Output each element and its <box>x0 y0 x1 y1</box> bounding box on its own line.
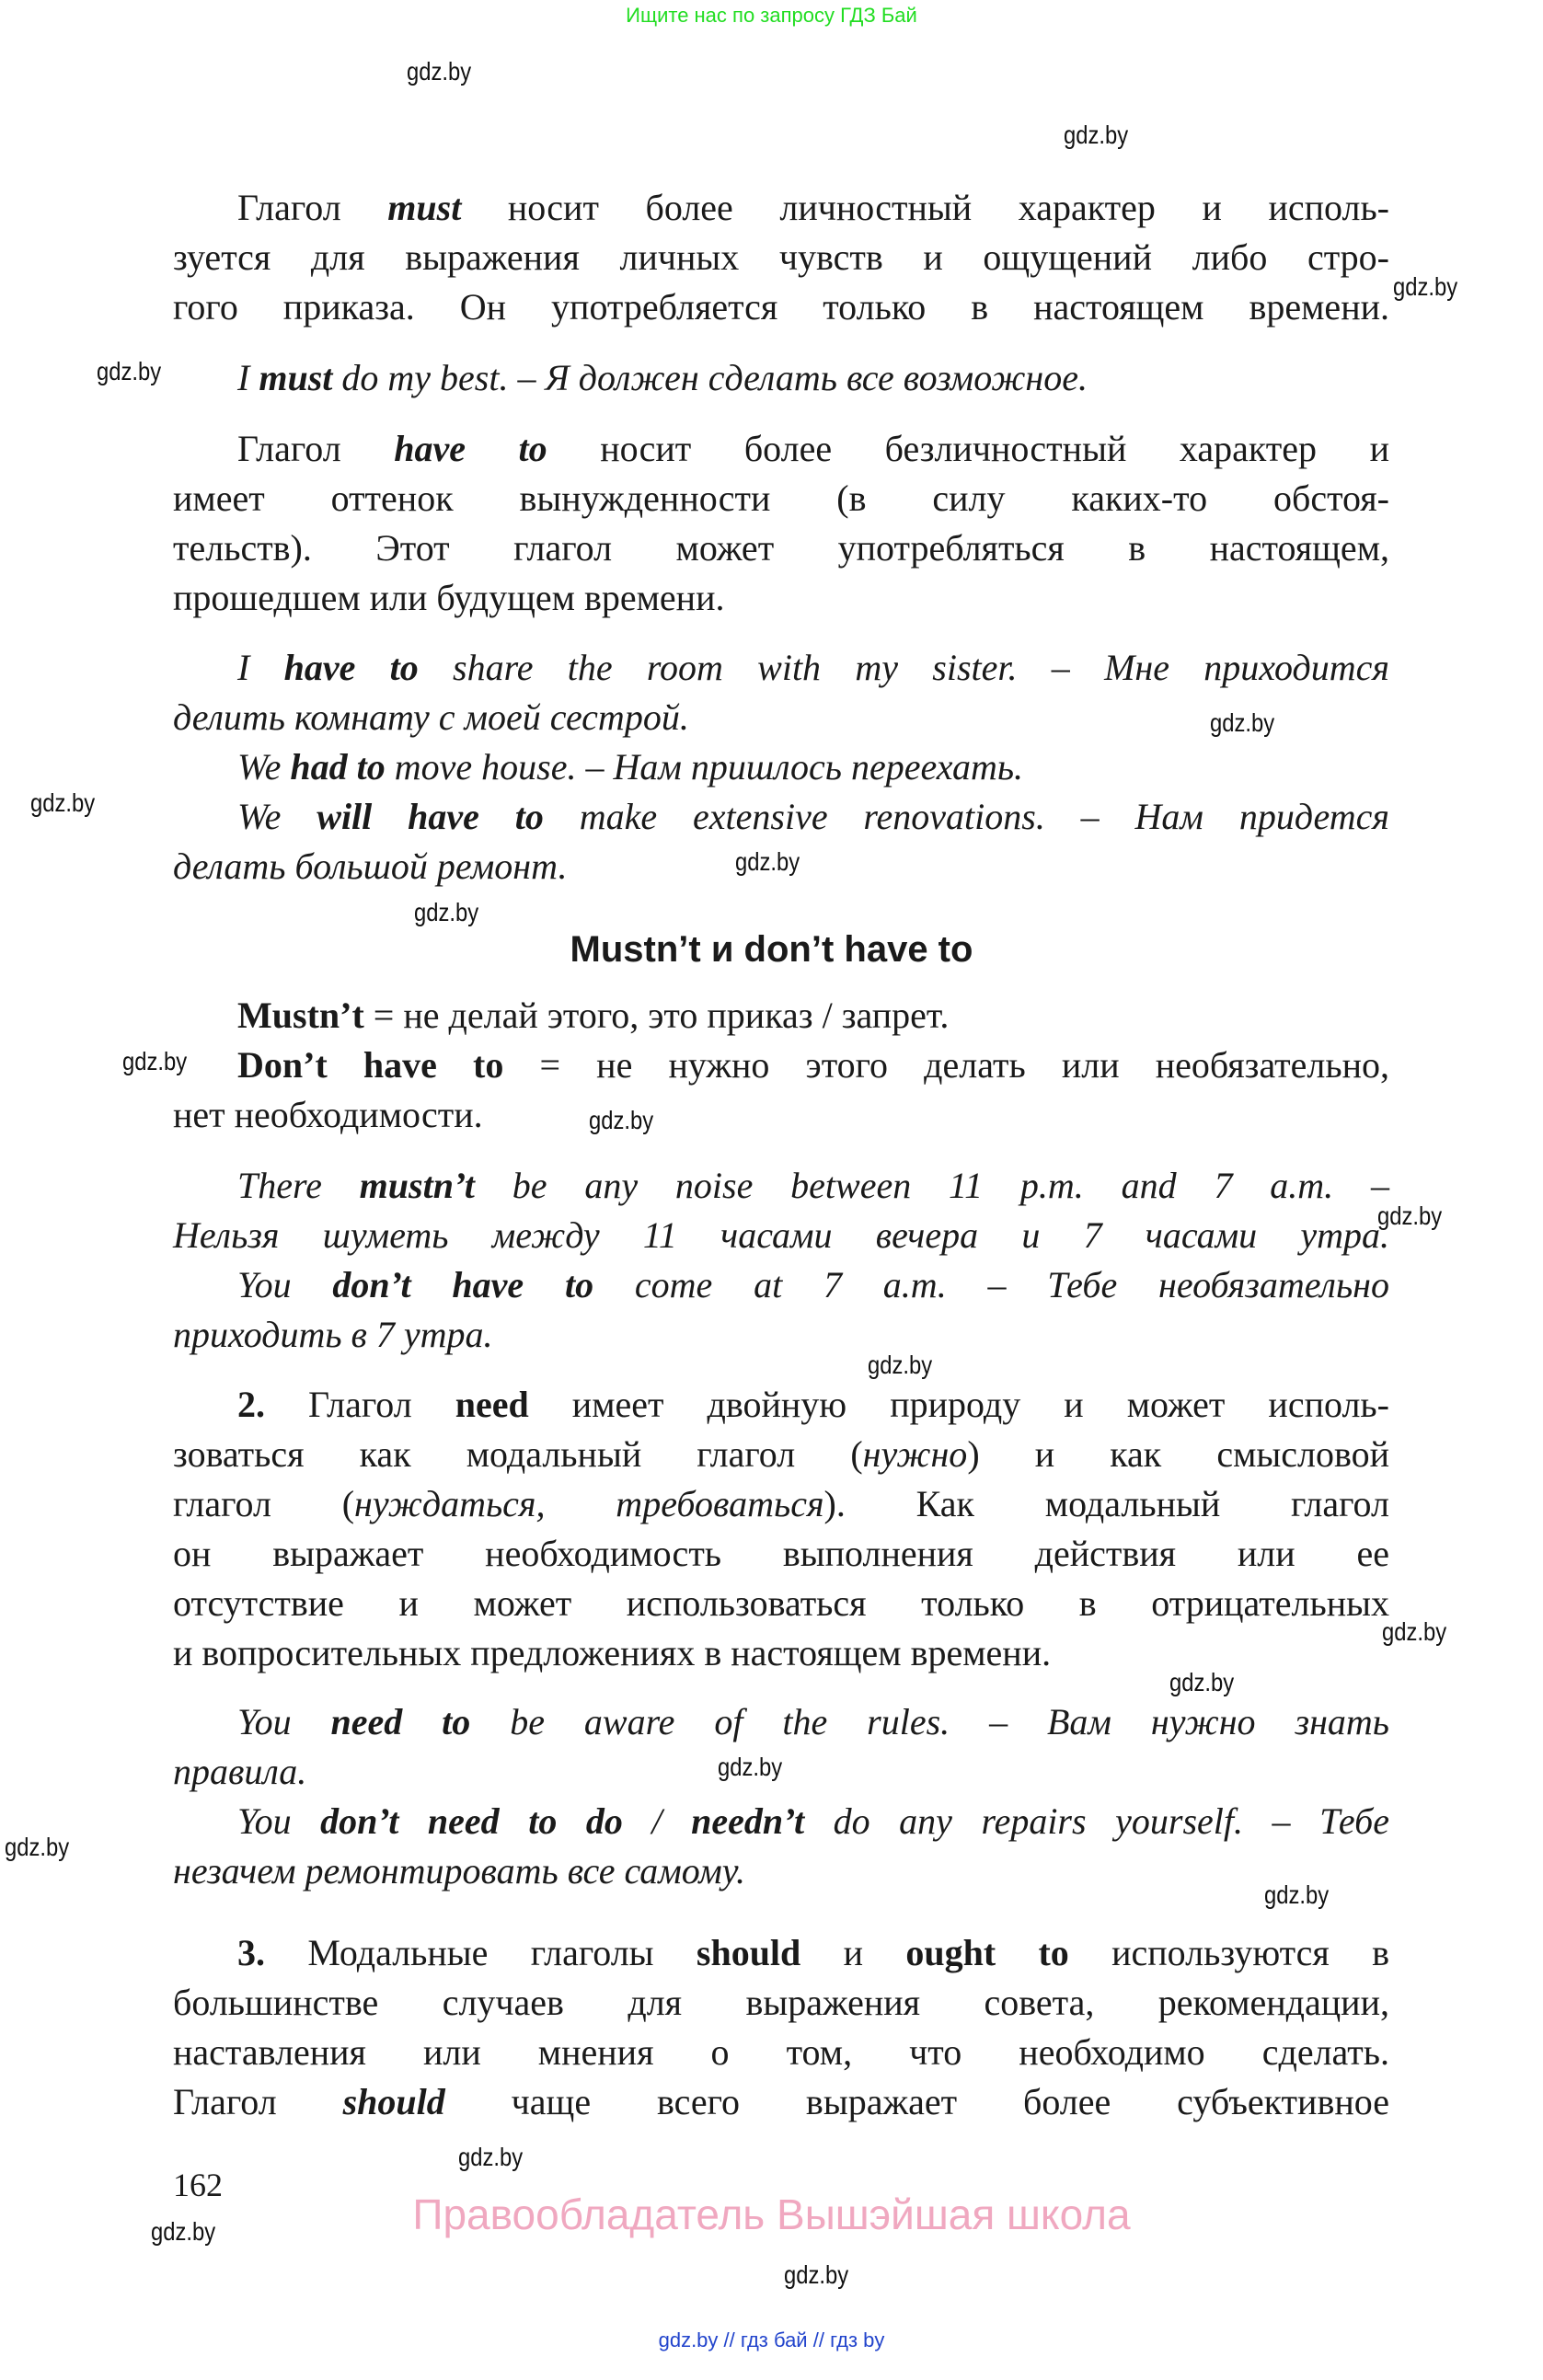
text-line <box>173 1479 1389 1529</box>
italic-text: делить комнату с моей сестрой. <box>173 696 689 738</box>
text-line <box>173 1161 1389 1211</box>
text-segment: Глагол <box>237 187 388 229</box>
text-segment: наставления или мнения о том, что необходимо сделать. <box>173 2030 1389 2073</box>
watermark-text: gdz.by <box>96 357 161 386</box>
text-segment: = не нужно этого делать или необязательно, <box>503 1044 1390 1087</box>
text-segment: чаще всего выражает более субъективное <box>444 2081 1389 2122</box>
text-line <box>173 2077 1389 2127</box>
footer-link-gdz-bai[interactable]: гдз бай <box>740 2328 808 2351</box>
text-segment: отсутствие и может использоваться только в отрицательных <box>173 1581 1389 1624</box>
text-segment: тельств). Этот глагол может употребляться в настоящем, <box>173 527 1389 569</box>
italic-text: I <box>237 357 259 399</box>
text-segment: и вопросительных предложениях в настоящем времени. <box>173 1631 1052 1673</box>
text-segment: носит более личностный характер и исполь- <box>461 187 1390 229</box>
text-line <box>173 1041 1389 1090</box>
watermark-text: gdz.by <box>735 846 800 876</box>
emphasis-text: 2. <box>237 1383 265 1425</box>
text-line <box>173 1978 1389 2028</box>
emphasis-text: ought to <box>905 1931 1069 1973</box>
emphasis-text: Mustn’t <box>237 995 364 1036</box>
emphasis-text: must <box>259 357 333 399</box>
text-segment: имеет оттенок вынужденности (в силу каких-то обстоя- <box>173 477 1389 520</box>
text-line <box>173 2028 1389 2077</box>
watermark-text: gdz.by <box>1210 707 1275 737</box>
emphasis-text: 3. <box>237 1931 265 1973</box>
emphasis-text: had to <box>290 745 386 788</box>
emphasis-text: have to <box>283 646 419 688</box>
watermark-text: gdz.by <box>407 57 472 86</box>
text-line <box>173 233 1389 282</box>
footer-link-gdz-by[interactable]: gdz.by <box>658 2328 719 2351</box>
watermark-text: gdz.by <box>457 2143 524 2172</box>
watermark-text: gdz.by <box>1264 1880 1330 1910</box>
watermark-text: gdz.by <box>589 1106 654 1135</box>
emphasis-text: have to <box>394 428 547 470</box>
emphasis-text: will have to <box>317 795 544 837</box>
text-line <box>173 1430 1389 1479</box>
watermark-text: gdz.by <box>1064 121 1129 150</box>
watermark-text: gdz.by <box>1169 1668 1235 1697</box>
text-line <box>173 643 1389 693</box>
text-line <box>173 1260 1389 1310</box>
text-line <box>173 474 1389 523</box>
italic-text: You <box>237 1800 321 1843</box>
text-line <box>173 523 1389 573</box>
search-hint-banner: Ищите нас по запросу ГДЗ Бай <box>626 4 917 27</box>
italic-text: We <box>237 795 317 837</box>
text-line <box>173 1310 1389 1360</box>
watermark-text: gdz.by <box>1392 272 1457 302</box>
text-segment: Глагол <box>265 1383 455 1425</box>
italic-text: move house. – Нам пришлось переехать. <box>385 745 1024 788</box>
italic-text: We <box>237 745 291 788</box>
italic-text: be aware of the rules. – Вам нужно знать <box>470 1701 1389 1743</box>
watermark-text: gdz.by <box>1377 1201 1443 1230</box>
watermark-text: gdz.by <box>717 1753 782 1781</box>
text-line <box>173 742 1389 792</box>
text-segment: зоваться как модальный глагол ( <box>173 1432 863 1475</box>
text-line <box>173 282 1389 332</box>
text-segment: прошедшем или будущем времени. <box>173 577 725 619</box>
watermark-text: gdz.by <box>868 1350 933 1379</box>
italic-text: нуждаться, требоваться <box>354 1482 824 1524</box>
italic-text: делать большой ремонт. <box>173 845 568 887</box>
italic-text: нужно <box>862 1432 968 1475</box>
emphasis-text: need to <box>330 1701 471 1743</box>
watermark-text: gdz.by <box>1382 1616 1447 1646</box>
text-segment: зуется для выражения личных чувств и ощущений либо стро- <box>173 236 1389 279</box>
emphasis-text: should <box>696 1931 801 1973</box>
italic-text: незачем ремонтировать все самому. <box>173 1850 746 1892</box>
italic-text: You <box>237 1264 333 1306</box>
text-segment: он выражает необходимость выполнения действия или ее <box>173 1532 1389 1574</box>
emphasis-text: Don’t have to <box>237 1044 504 1087</box>
text-segment: большинстве случаев для выражения совета, рекомендации, <box>173 1981 1389 2023</box>
text-line <box>173 1846 1389 1896</box>
text-segment: и <box>800 1931 906 1973</box>
italic-text: make extensive renovations. – Нам придется <box>543 795 1390 837</box>
text-line <box>173 1579 1389 1628</box>
text-line <box>173 353 1389 403</box>
text-segment: Глагол <box>237 428 395 470</box>
text-segment: = не делай этого, это приказ / запрет. <box>363 995 950 1036</box>
text-segment: нет необходимости. <box>173 1094 483 1136</box>
text-segment: Глагол <box>173 2081 343 2122</box>
text-segment: ). Как модальный глагол <box>823 1482 1389 1524</box>
text-line <box>173 792 1389 842</box>
watermark-text: gdz.by <box>414 898 479 927</box>
footer-links <box>0 2328 1543 2352</box>
text-line <box>173 424 1389 474</box>
italic-text: do my best. – Я должен сделать все возможное. <box>332 357 1088 399</box>
emphasis-text: don’t need to do <box>320 1800 623 1843</box>
footer-link-gdz-by-cyr[interactable]: гдз by <box>830 2328 885 2351</box>
italic-text: There <box>237 1165 360 1207</box>
text-line <box>173 1090 1389 1140</box>
text-segment: используются в <box>1068 1931 1389 1973</box>
italic-text: / <box>622 1800 692 1843</box>
italic-text: приходить в 7 утра. <box>173 1314 493 1356</box>
text-line <box>173 573 1389 623</box>
text-line <box>173 1928 1389 1978</box>
italic-text: правила. <box>173 1751 307 1793</box>
text-line <box>173 183 1389 233</box>
text-segment: глагол ( <box>173 1482 355 1524</box>
watermark-text: gdz.by <box>4 1832 70 1861</box>
text-line <box>173 991 1389 1041</box>
italic-text: be any noise between 11 p.m. and 7 a.m. – <box>474 1165 1389 1207</box>
watermark-text: gdz.by <box>29 788 95 817</box>
watermark-text: gdz.by <box>783 2260 848 2290</box>
footer-separator: // <box>812 2328 824 2351</box>
text-segment: Модальные глаголы <box>265 1931 697 1973</box>
emphasis-text: needn’t <box>691 1800 805 1843</box>
italic-text: share the room with my sister. – Мне приходится <box>418 646 1389 688</box>
text-segment: имеет двойную природу и может исполь- <box>528 1383 1389 1425</box>
italic-text: do any repairs yourself. – Тебе <box>804 1800 1389 1843</box>
emphasis-text: must <box>387 187 462 229</box>
copyright-owner-notice: Правообладатель Вышэйшая школа <box>412 2190 1131 2238</box>
footer-separator: // <box>723 2328 735 2351</box>
italic-text: You <box>237 1701 331 1743</box>
emphasis-text: don’t have to <box>332 1264 594 1306</box>
italic-text: Нельзя шуметь между 11 часами вечера и 7 часами утра. <box>173 1214 1389 1257</box>
watermark-text: gdz.by <box>150 2216 215 2246</box>
text-segment: ) и как смысловой <box>967 1432 1389 1475</box>
text-line <box>173 1211 1389 1260</box>
emphasis-text: should <box>342 2081 445 2122</box>
text-line <box>173 693 1389 742</box>
section-heading: Mustn’t и don’t have to <box>570 929 973 970</box>
text-line <box>173 1697 1389 1747</box>
text-segment: гого приказа. Он употребляется только в настоящем времени. <box>173 286 1389 328</box>
watermark-text: gdz.by <box>121 1047 187 1076</box>
italic-text: I <box>237 646 284 688</box>
text-line <box>173 1529 1389 1579</box>
emphasis-text: mustn’t <box>359 1165 475 1207</box>
emphasis-text: need <box>455 1383 529 1425</box>
text-segment: носит более безличностный характер и <box>547 428 1389 470</box>
italic-text: come at 7 a.m. – Тебе необязательно <box>593 1264 1390 1306</box>
page-number: 162 <box>173 2167 223 2203</box>
text-line <box>173 1380 1389 1430</box>
text-line <box>173 1797 1389 1846</box>
